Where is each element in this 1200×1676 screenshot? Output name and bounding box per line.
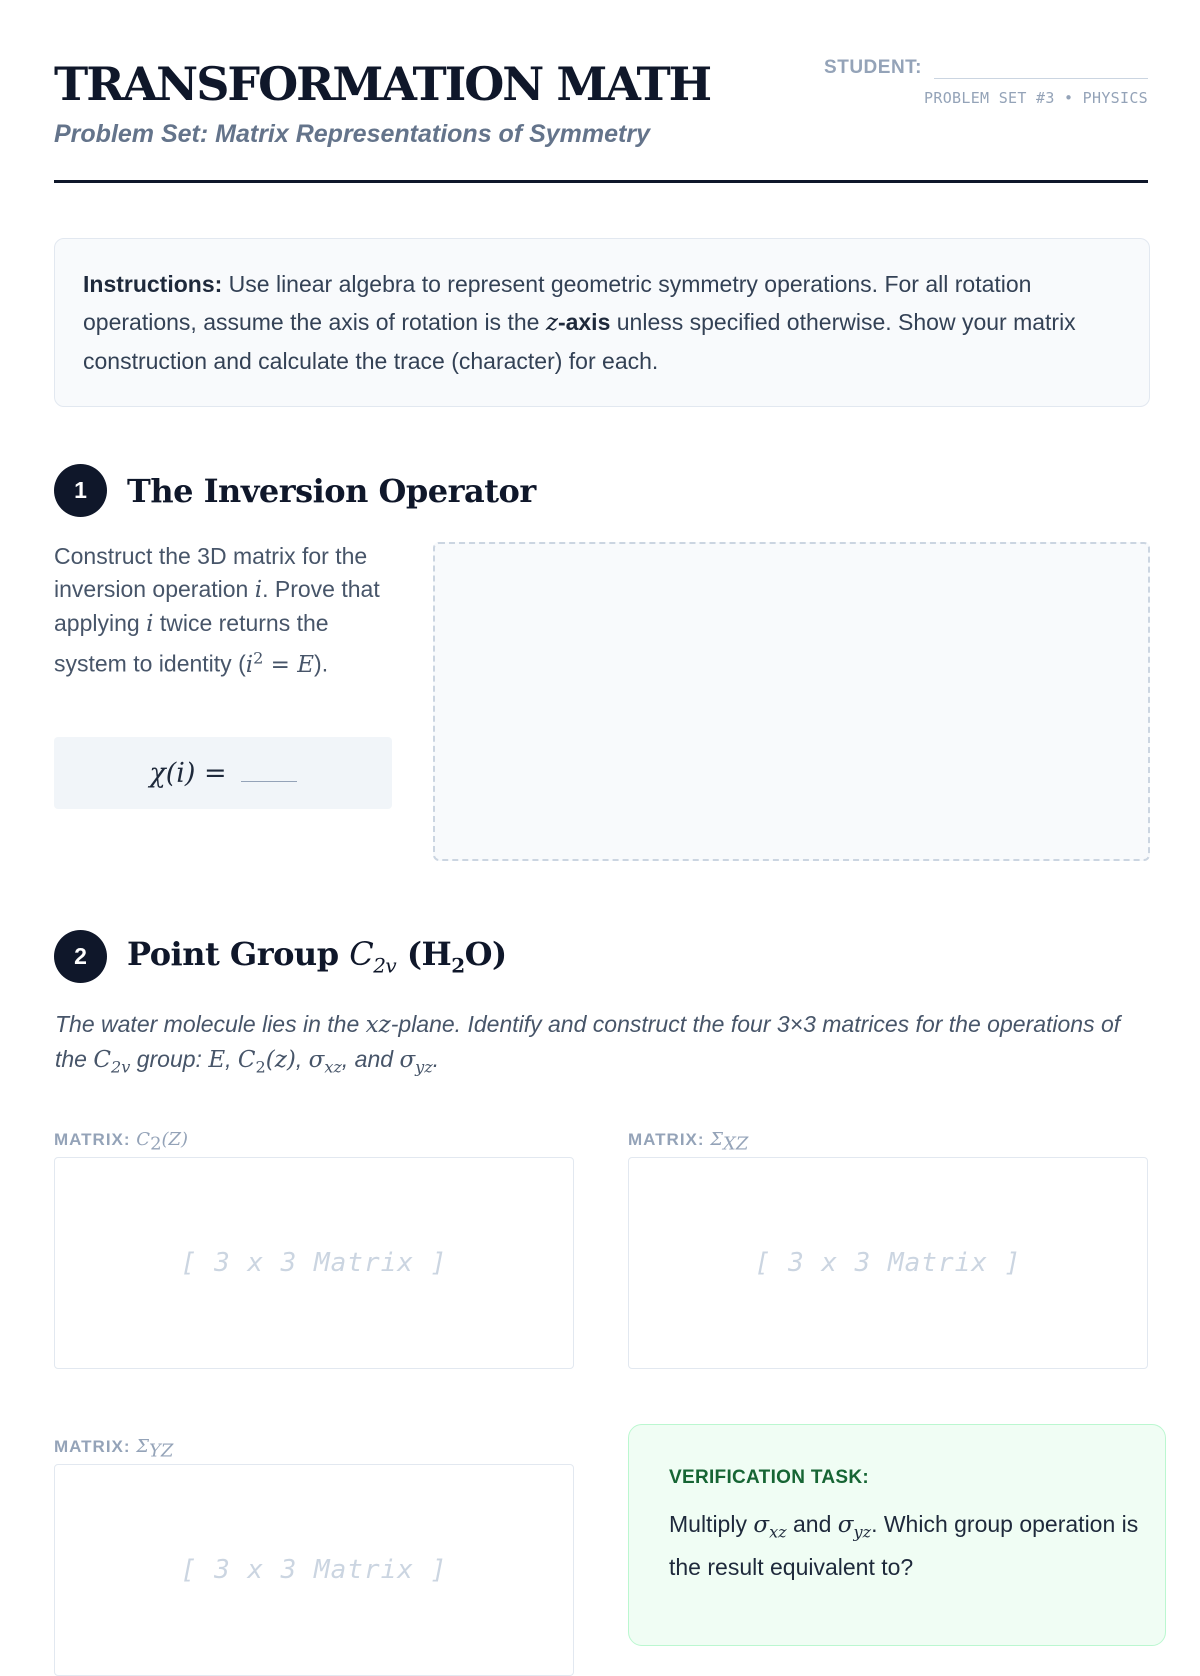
instructions-label: Instructions: bbox=[83, 271, 223, 297]
section-2-description: The water molecule lies in the xz-plane. Identify and construct the four 3×3 matrices for the operations of the $C_{2v}$ group: E, $C_2(z)$, $\sigma_{xz}$, and $\sigma_{yz}$. bbox=[55, 1011, 1121, 1077]
matrix-sigma-xz-placeholder: [ 3 x 3 Matrix ] bbox=[754, 1248, 1022, 1278]
axis-word: -axis bbox=[557, 309, 611, 335]
section-1-number-badge: 1 bbox=[54, 464, 107, 517]
character-answer-blank[interactable] bbox=[241, 765, 297, 782]
instructions-box bbox=[54, 238, 1150, 407]
character-answer-box bbox=[54, 737, 392, 809]
section-2-title: Point Group $C_{2v}$ $(H_2O)$ bbox=[127, 935, 507, 978]
section-2-number-badge: 2 bbox=[54, 930, 107, 983]
verification-task-box bbox=[628, 1424, 1166, 1646]
section-2-heading bbox=[54, 930, 507, 983]
matrix-c2-answer-box[interactable] bbox=[54, 1157, 574, 1369]
student-label: STUDENT: bbox=[824, 57, 922, 78]
section-1-heading bbox=[54, 464, 536, 517]
worksheet-title: TRANSFORMATION MATH bbox=[54, 57, 711, 111]
matrix-sigma-yz-label: MATRIX: $\Sigma_{YZ}$ bbox=[54, 1436, 174, 1462]
matrix-sigma-yz-answer-box[interactable] bbox=[54, 1464, 574, 1676]
problem-set-meta: PROBLEM SET #3 • PHYSICS bbox=[924, 89, 1148, 107]
matrix-sigma-xz-label: MATRIX: $\Sigma_{XZ}$ bbox=[628, 1129, 749, 1155]
inversion-work-area[interactable] bbox=[433, 542, 1150, 861]
section-1-title: The Inversion Operator bbox=[127, 471, 536, 510]
matrix-c2-label: MATRIX: $C_2(Z)$ bbox=[54, 1129, 189, 1155]
matrix-sigma-yz-placeholder: [ 3 x 3 Matrix ] bbox=[180, 1555, 448, 1585]
student-name-row bbox=[824, 52, 1148, 79]
instructions-text-1: Use linear algebra to represent geometric symmetry operations. For all rotation operations, assume the axis of rotation is the bbox=[83, 271, 1032, 335]
axis-variable: z bbox=[545, 310, 558, 336]
verification-task-text: Multiply $\sigma_{xz}$ and $\sigma_{yz}$. Which group operation is the result equivalent to? bbox=[669, 1511, 1139, 1580]
instructions-text-2: unless specified otherwise. Show your matrix construction and calculate the trace (character) for each. bbox=[83, 309, 1076, 374]
header-divider bbox=[54, 180, 1148, 183]
character-expression: χ(i) = bbox=[149, 757, 227, 789]
worksheet-subtitle: Problem Set: Matrix Representations of Symmetry bbox=[54, 120, 650, 148]
matrix-sigma-xz-answer-box[interactable] bbox=[628, 1157, 1148, 1369]
verification-task-title: VERIFICATION TASK: bbox=[669, 1467, 869, 1488]
matrix-c2-placeholder: [ 3 x 3 Matrix ] bbox=[180, 1248, 448, 1278]
student-name-field[interactable] bbox=[934, 52, 1148, 79]
section-1-question: Construct the 3D matrix for the inversion operation i. Prove that applying i twice returns the system to identity $(i^2 = E)$. bbox=[54, 543, 380, 678]
